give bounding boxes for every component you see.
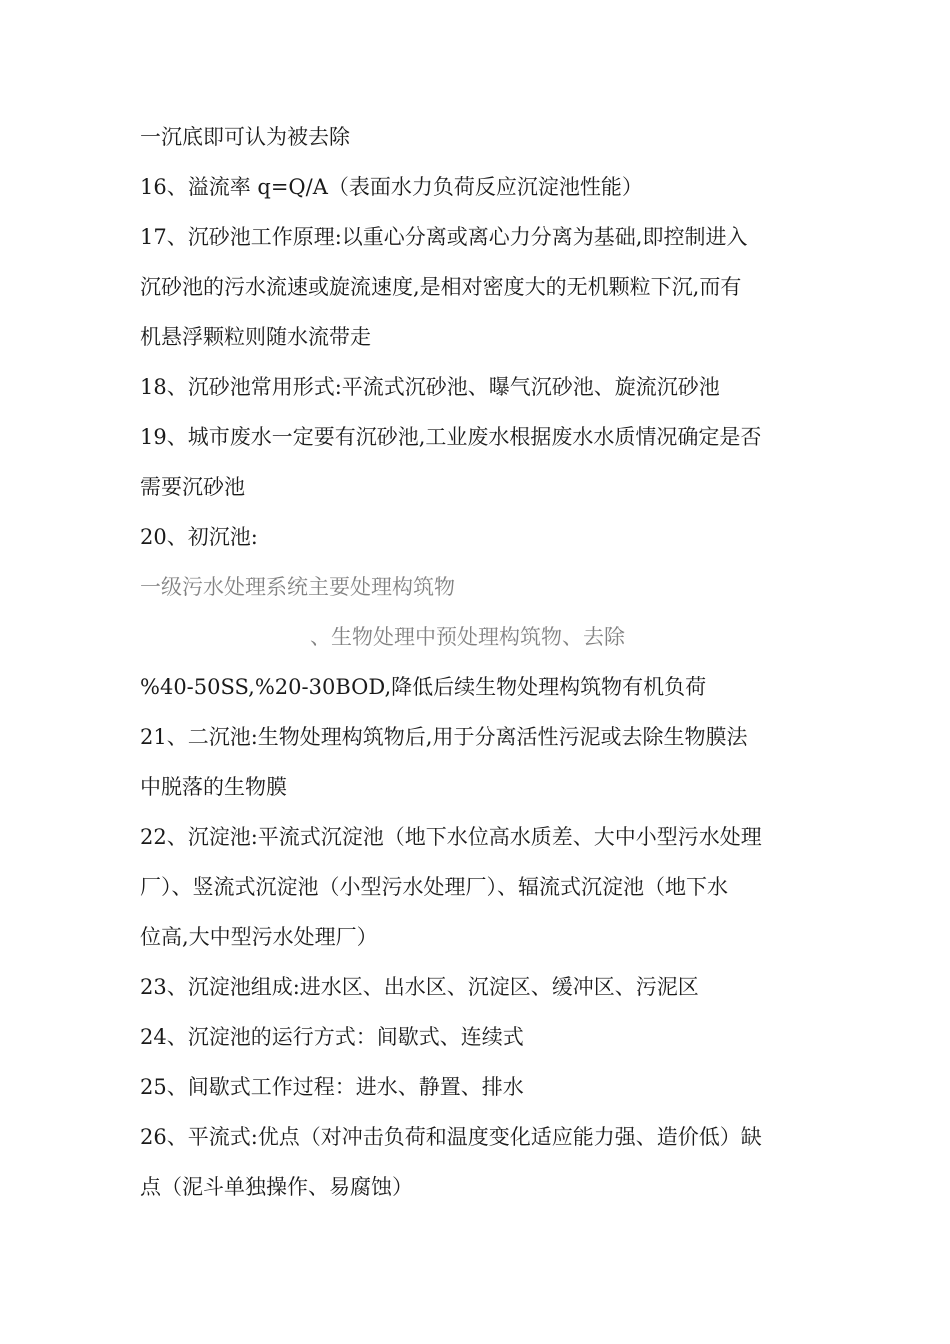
text-line: 21、二沉池:生物处理构筑物后,用于分离活性污泥或去除生物膜法 [140,725,748,749]
text-line: 17、沉砂池工作原理:以重心分离或离心力分离为基础,即控制进入 [140,225,748,249]
text-line: 22、沉淀池:平流式沉淀池（地下水位高水质差、大中小型污水处理 [140,825,762,849]
text-line: 机悬浮颗粒则随水流带走 [140,325,371,349]
text-line: 、生物处理中预处理构筑物、去除 [310,625,625,649]
text-line: 26、平流式:优点（对冲击负荷和温度变化适应能力强、造价低）缺 [140,1125,762,1149]
text-line: 25、间歇式工作过程：进水、静置、排水 [140,1075,524,1099]
text-line: 点（泥斗单独操作、易腐蚀） [140,1175,413,1199]
text-line: 18、沉砂池常用形式:平流式沉砂池、曝气沉砂池、旋流沉砂池 [140,375,720,399]
text-line: 中脱落的生物膜 [140,775,287,799]
text-line: 20、初沉池: [140,525,258,549]
text-line: 19、城市废水一定要有沉砂池,工业废水根据废水水质情况确定是否 [140,425,762,449]
text-line: 一级污水处理系统主要处理构筑物 [140,575,455,599]
text-line: 需要沉砂池 [140,475,245,499]
text-line: %40-50SS,%20-30BOD,降低后续生物处理构筑物有机负荷 [140,675,707,699]
text-line: 23、沉淀池组成:进水区、出水区、沉淀区、缓冲区、污泥区 [140,975,699,999]
text-line: 24、沉淀池的运行方式：间歇式、连续式 [140,1025,524,1049]
document-body [140,112,820,1212]
text-line: 一沉底即可认为被去除 [140,125,350,149]
text-line: 沉砂池的污水流速或旋流速度,是相对密度大的无机颗粒下沉,而有 [140,275,742,299]
text-line: 位高,大中型污水处理厂） [140,925,378,949]
text-line: 16、溢流率 q=Q/A（表面水力负荷反应沉淀池性能） [140,175,643,199]
text-line: 厂）、竖流式沉淀池（小型污水处理厂）、辐流式沉淀池（地下水 [140,875,728,899]
